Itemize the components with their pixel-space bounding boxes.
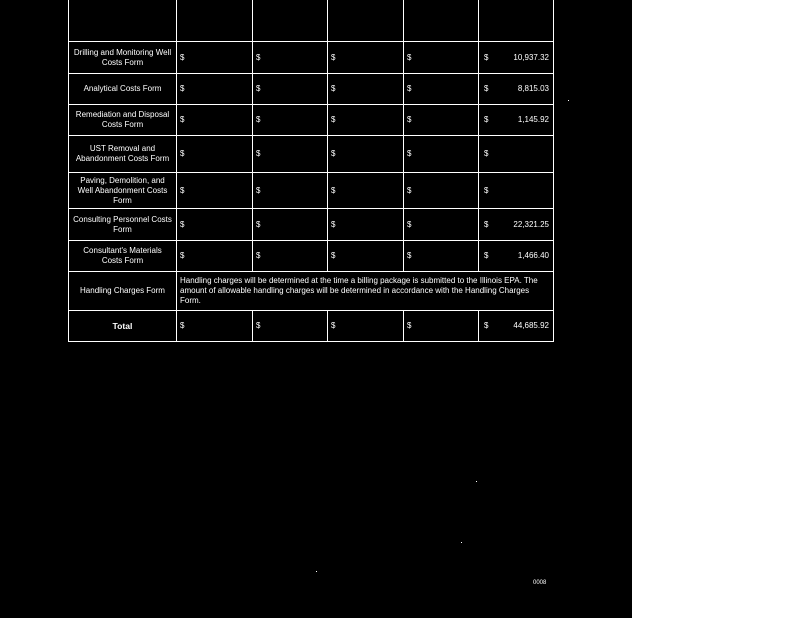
amount-cell: $ bbox=[253, 241, 328, 272]
grand-total-cell bbox=[479, 173, 554, 209]
amount-cell: $ bbox=[404, 173, 479, 209]
amount-cell bbox=[328, 0, 404, 42]
table-row bbox=[69, 74, 554, 105]
amount-cell: $ bbox=[328, 173, 404, 209]
amount-cell: $ bbox=[177, 173, 253, 209]
dollar-sign: $ bbox=[484, 52, 489, 62]
amount-cell: $ bbox=[177, 42, 253, 74]
dollar-sign: $ bbox=[484, 84, 489, 93]
amount-value: 1,466.40 bbox=[517, 251, 549, 260]
form-name-cell bbox=[69, 0, 177, 42]
cost-summary-table bbox=[68, 0, 554, 342]
form-name-cell: Handling Charges Form bbox=[69, 272, 177, 311]
grand-total-cell bbox=[479, 105, 554, 136]
form-name-cell: Paving, Demolition, and Well Abandonment Costs Form bbox=[69, 173, 177, 209]
form-name-cell: Consultant's Materials Costs Form bbox=[69, 241, 177, 272]
amount-cell: $ bbox=[404, 74, 479, 105]
total-label: Total bbox=[69, 311, 177, 342]
form-name-cell: Remediation and Disposal Costs Form bbox=[69, 105, 177, 136]
amount-value: 1,145.92 bbox=[517, 115, 549, 124]
amount-cell: $ bbox=[328, 311, 404, 342]
amount-cell: $ bbox=[253, 136, 328, 173]
table-row bbox=[69, 209, 554, 241]
amount-cell: $ bbox=[404, 42, 479, 74]
table-row bbox=[69, 136, 554, 173]
amount-cell: $ bbox=[328, 241, 404, 272]
amount-cell: $ bbox=[404, 105, 479, 136]
page-number: 0008 bbox=[533, 580, 547, 586]
amount-cell: $ bbox=[328, 105, 404, 136]
grand-total-cell bbox=[479, 74, 554, 105]
amount-cell bbox=[404, 0, 479, 42]
amount-cell bbox=[177, 0, 253, 42]
amount-cell: $ bbox=[253, 105, 328, 136]
scan-speck bbox=[316, 571, 317, 572]
form-name-cell: Drilling and Monitoring Well Costs Form bbox=[69, 42, 177, 74]
dollar-sign: $ bbox=[484, 185, 489, 195]
table-row bbox=[69, 241, 554, 272]
amount-cell: $ bbox=[177, 209, 253, 241]
amount-cell: $ bbox=[253, 209, 328, 241]
amount-cell: $ bbox=[328, 42, 404, 74]
total-row bbox=[69, 311, 554, 342]
dollar-sign: $ bbox=[484, 251, 489, 260]
amount-value: 10,937.32 bbox=[513, 52, 549, 62]
grand-total-cell bbox=[479, 42, 554, 74]
handling-charges-note: Handling charges will be determined at the time a billing package is submitted to the Illinois EPA. The amount of allowable handling charges will be determined in accordance with the Handling Charges Form. bbox=[177, 272, 554, 311]
amount-cell: $ bbox=[328, 209, 404, 241]
dollar-sign: $ bbox=[484, 115, 489, 124]
dollar-sign: $ bbox=[484, 149, 489, 158]
form-name-cell: Consulting Personnel Costs Form bbox=[69, 209, 177, 241]
amount-cell: $ bbox=[253, 173, 328, 209]
table-row bbox=[69, 105, 554, 136]
amount-cell bbox=[253, 0, 328, 42]
amount-value: 44,685.92 bbox=[513, 321, 549, 330]
amount-cell: $ bbox=[177, 241, 253, 272]
amount-cell: $ bbox=[253, 42, 328, 74]
table-row bbox=[69, 0, 554, 42]
scan-speck bbox=[461, 542, 462, 543]
dollar-sign: $ bbox=[484, 219, 489, 229]
form-name-cell: Analytical Costs Form bbox=[69, 74, 177, 105]
form-name-cell: UST Removal and Abandonment Costs Form bbox=[69, 136, 177, 173]
table-row bbox=[69, 173, 554, 209]
amount-cell: $ bbox=[253, 74, 328, 105]
amount-cell: $ bbox=[177, 105, 253, 136]
grand-total-cell bbox=[479, 209, 554, 241]
scan-speck bbox=[476, 481, 477, 482]
amount-cell: $ bbox=[177, 311, 253, 342]
amount-cell: $ bbox=[404, 241, 479, 272]
amount-cell: $ bbox=[328, 136, 404, 173]
grand-total-cell bbox=[479, 0, 554, 42]
amount-cell: $ bbox=[177, 74, 253, 105]
table-row bbox=[69, 42, 554, 74]
handling-charges-row bbox=[69, 272, 554, 311]
amount-cell: $ bbox=[404, 311, 479, 342]
scan-speck bbox=[568, 100, 569, 101]
amount-value: 8,815.03 bbox=[517, 84, 549, 93]
grand-total-cell bbox=[479, 311, 554, 342]
grand-total-cell bbox=[479, 136, 554, 173]
amount-value: 22,321.25 bbox=[513, 219, 549, 229]
amount-cell: $ bbox=[404, 209, 479, 241]
amount-cell: $ bbox=[328, 74, 404, 105]
amount-cell: $ bbox=[253, 311, 328, 342]
amount-cell: $ bbox=[404, 136, 479, 173]
amount-cell: $ bbox=[177, 136, 253, 173]
dollar-sign: $ bbox=[484, 321, 489, 330]
grand-total-cell bbox=[479, 241, 554, 272]
